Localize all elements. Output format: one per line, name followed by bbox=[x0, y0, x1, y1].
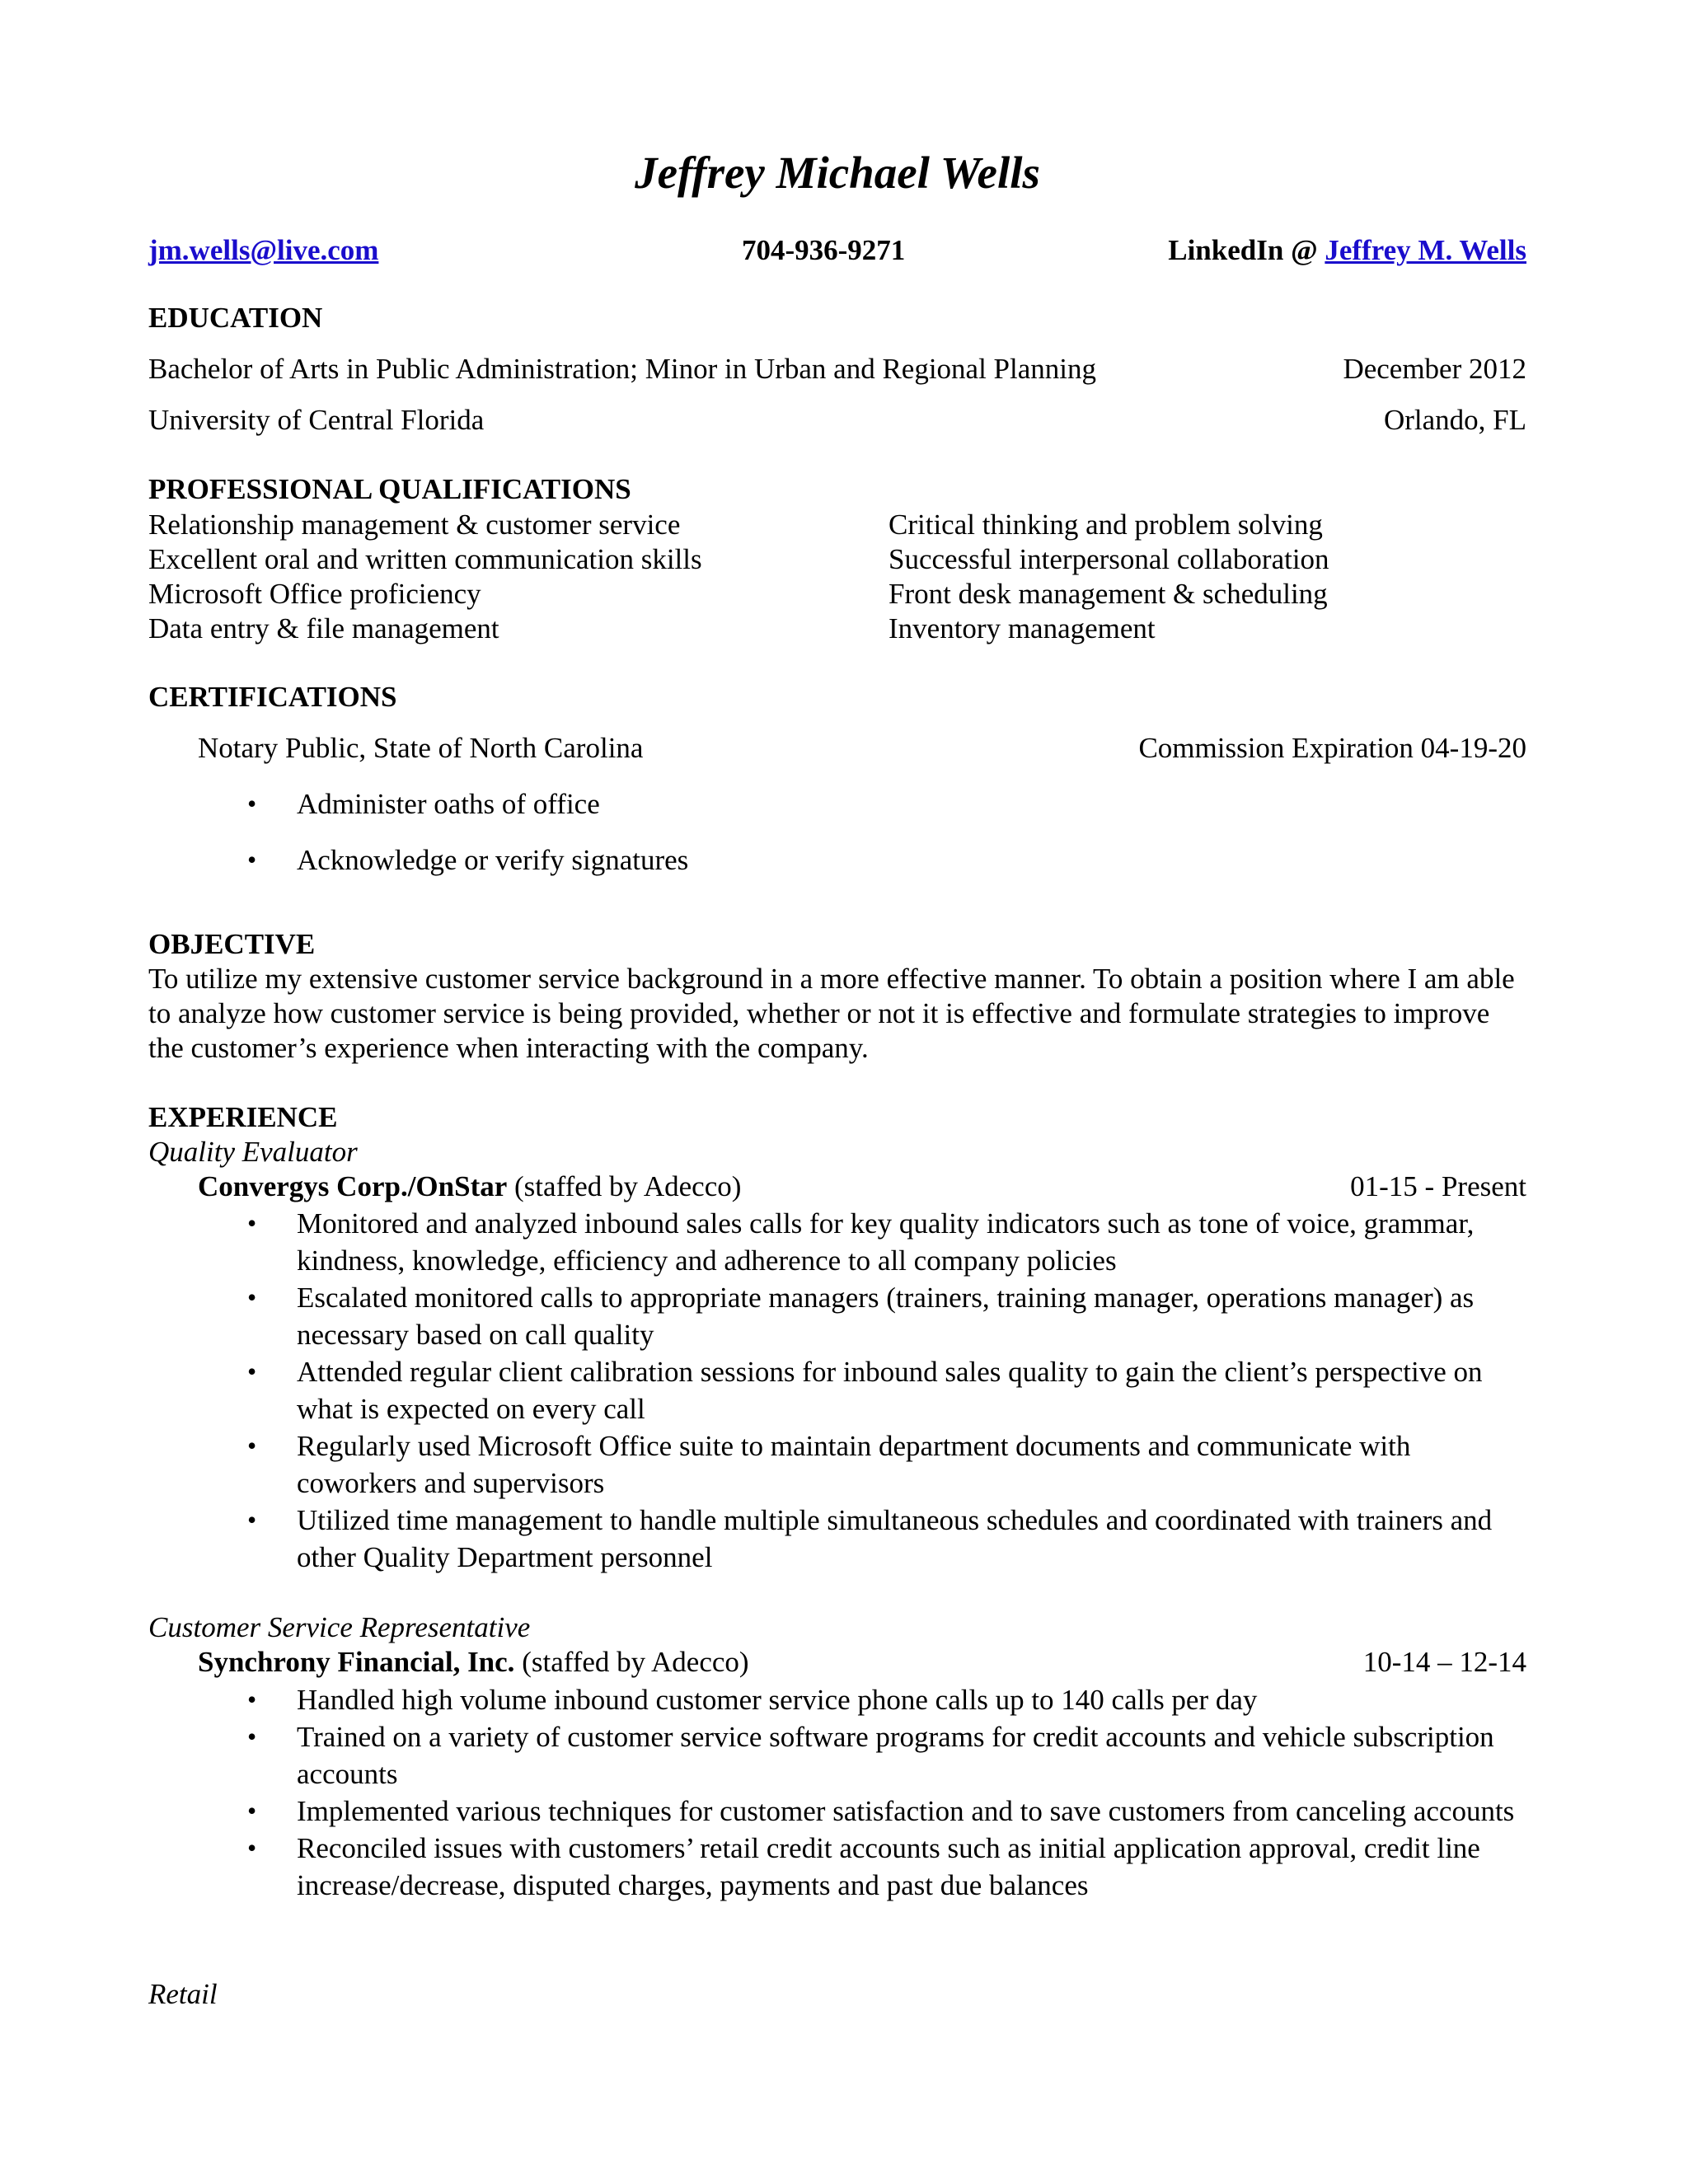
education-school: University of Central Florida bbox=[148, 404, 485, 436]
certification-bullets bbox=[148, 785, 688, 879]
education-degree: Bachelor of Arts in Public Administration; Minor in Urban and Regional Planning bbox=[148, 353, 1097, 385]
list-item: • Attended regular client calibration sessions for inbound sales quality to gain the client’s perspective on what is expected on every call bbox=[148, 1353, 1526, 1427]
job-bullets bbox=[148, 1681, 1526, 1904]
bullet-icon: • bbox=[247, 1796, 257, 1825]
bullet-icon: • bbox=[247, 1833, 257, 1863]
list-item: • Implemented various techniques for customer satisfaction and to save customers from canceling accounts bbox=[148, 1793, 1526, 1830]
education-date: December 2012 bbox=[1343, 353, 1526, 385]
education-heading: EDUCATION bbox=[148, 302, 323, 334]
bullet-icon: • bbox=[247, 845, 257, 874]
list-item: • Regularly used Microsoft Office suite to maintain department documents and communicate with coworkers and supervisors bbox=[148, 1427, 1526, 1502]
qualification-item: Data entry & file management bbox=[148, 612, 499, 644]
job-company-row bbox=[198, 1170, 1526, 1203]
bullet-icon: • bbox=[247, 1357, 257, 1386]
job-bullets bbox=[148, 1205, 1526, 1576]
job-company: Synchrony Financial, Inc. bbox=[198, 1646, 515, 1678]
job-staffing: (staffed by Adecco) bbox=[514, 1646, 749, 1678]
objective-text: To utilize my extensive customer service background in a more effective manner. To obtain a position where I am able to analyze how customer service is being provided, whether or not it is effective and formulate strategies to improve the customer’s experience when interacting with the company. bbox=[148, 963, 1515, 1064]
list-item: • Trained on a variety of customer service software programs for credit accounts and vehicle subscription accounts bbox=[148, 1718, 1526, 1793]
linkedin-prefix: LinkedIn @ bbox=[1168, 234, 1325, 266]
job-company: Convergys Corp./OnStar bbox=[198, 1170, 508, 1202]
job-role: Quality Evaluator bbox=[148, 1136, 358, 1168]
phone-number: 704-936-9271 bbox=[742, 234, 906, 266]
certification-title: Notary Public, State of North Carolina bbox=[198, 732, 644, 764]
job-dates: 10-14 – 12-14 bbox=[1362, 1646, 1526, 1678]
objective-heading: OBJECTIVE bbox=[148, 928, 316, 960]
job-dates: 01-15 - Present bbox=[1350, 1170, 1526, 1202]
list-item: • Escalated monitored calls to appropriate managers (trainers, training manager, operations manager) as necessary based on call quality bbox=[148, 1279, 1526, 1353]
list-item: • Monitored and analyzed inbound sales calls for key quality indicators such as tone of voice, grammar, kindness, knowledge, efficiency and adherence to all company policies bbox=[148, 1205, 1526, 1279]
education-degree-row bbox=[148, 351, 1526, 387]
qualifications-right-column bbox=[889, 508, 1329, 646]
linkedin-label bbox=[1168, 234, 1526, 267]
qualifications-left-column bbox=[148, 508, 702, 646]
resume-name: Jeffrey Michael Wells bbox=[635, 148, 1040, 198]
job-staffing: (staffed by Adecco) bbox=[507, 1170, 742, 1202]
experience-heading: EXPERIENCE bbox=[148, 1101, 338, 1133]
qualification-item: Critical thinking and problem solving bbox=[889, 509, 1323, 541]
job-company-row bbox=[198, 1646, 1526, 1679]
qualification-item: Relationship management & customer service bbox=[148, 509, 681, 541]
education-school-row bbox=[148, 402, 1526, 438]
qualifications-heading: PROFESSIONAL QUALIFICATIONS bbox=[148, 473, 631, 505]
list-item: • Utilized time management to handle multiple simultaneous schedules and coordinated with trainers and other Quality Department personnel bbox=[148, 1502, 1526, 1576]
list-item: • Administer oaths of office bbox=[148, 785, 688, 823]
email-link[interactable]: jm.wells@live.com bbox=[148, 234, 379, 266]
list-item: • Handled high volume inbound customer service phone calls up to 140 calls per day bbox=[148, 1681, 1526, 1718]
certifications-heading: CERTIFICATIONS bbox=[148, 681, 397, 713]
education-location: Orlando, FL bbox=[1383, 404, 1526, 436]
list-item: • Reconciled issues with customers’ retail credit accounts such as initial application approval, credit line increase/decrease, disputed charges, payments and past due balances bbox=[148, 1830, 1526, 1904]
contact-row bbox=[148, 234, 1526, 270]
job-role: Customer Service Representative bbox=[148, 1611, 531, 1643]
certification-expiration: Commission Expiration 04-19-20 bbox=[1138, 732, 1526, 764]
linkedin-link[interactable]: Jeffrey M. Wells bbox=[1325, 234, 1526, 266]
qualification-item: Microsoft Office proficiency bbox=[148, 578, 481, 610]
qualification-item: Front desk management & scheduling bbox=[889, 578, 1328, 610]
bullet-icon: • bbox=[247, 1722, 257, 1751]
bullet-icon: • bbox=[247, 1431, 257, 1460]
job-role: Retail bbox=[148, 1978, 218, 2010]
bullet-icon: • bbox=[247, 1208, 257, 1238]
list-item: • Acknowledge or verify signatures bbox=[148, 841, 688, 879]
qualification-item: Successful interpersonal collaboration bbox=[889, 543, 1329, 575]
qualification-item: Excellent oral and written communication skills bbox=[148, 543, 702, 575]
bullet-icon: • bbox=[247, 1282, 257, 1312]
resume-page bbox=[148, 0, 1526, 2184]
bullet-icon: • bbox=[247, 789, 257, 818]
bullet-icon: • bbox=[247, 1505, 257, 1535]
qualification-item: Inventory management bbox=[889, 612, 1156, 644]
certification-row bbox=[198, 732, 1526, 765]
bullet-icon: • bbox=[247, 1685, 257, 1714]
